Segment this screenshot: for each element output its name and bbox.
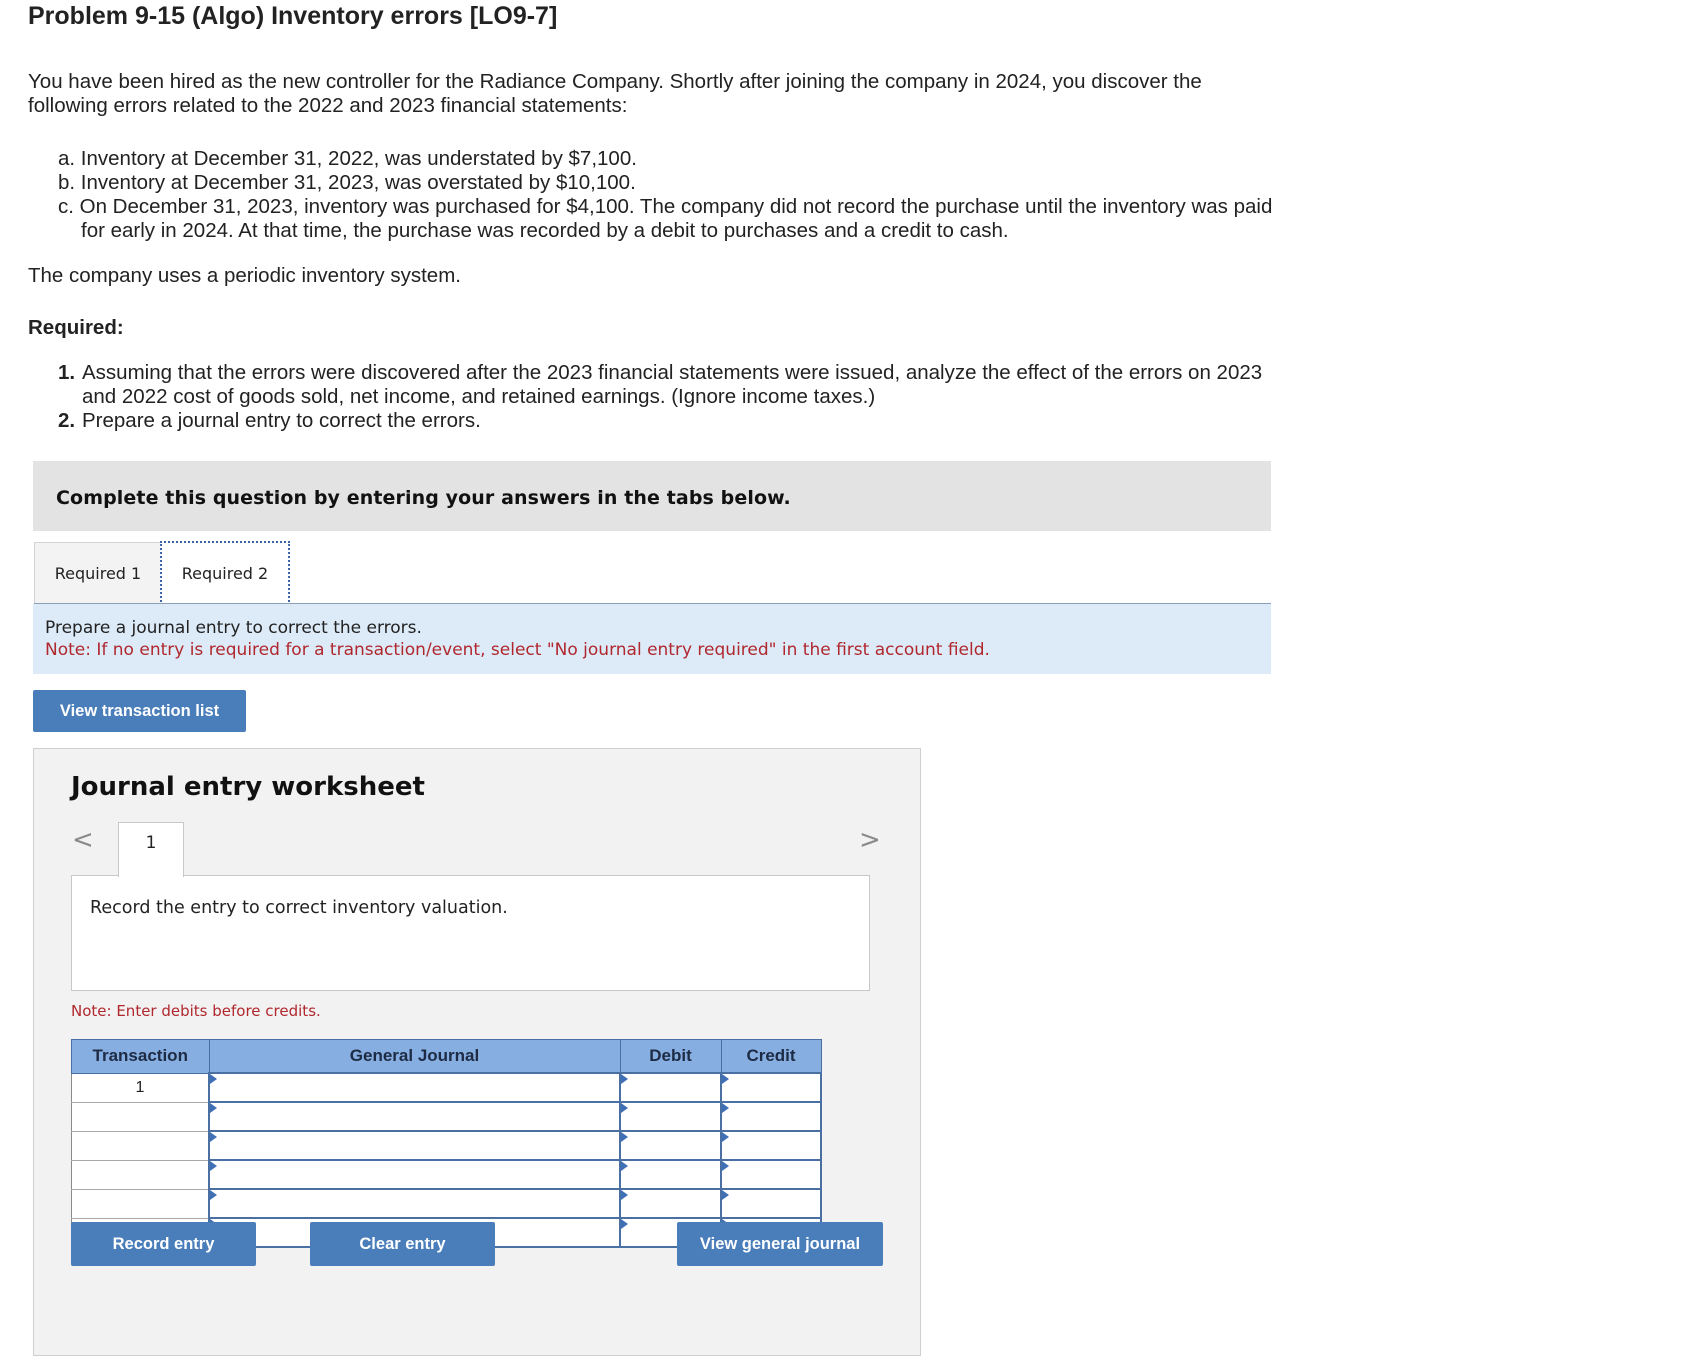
problem-title: Problem 9-15 (Algo) Inventory errors [LO9-7]: [28, 2, 558, 30]
requirements-list: [58, 361, 1298, 433]
credit-input[interactable]: [722, 1190, 820, 1217]
debit-cell: [620, 1131, 721, 1160]
instruction-banner: [33, 461, 1271, 531]
debit-input[interactable]: [621, 1103, 720, 1130]
transaction-cell: [72, 1189, 210, 1218]
debit-cell: [620, 1160, 721, 1189]
debit-input[interactable]: [621, 1161, 720, 1188]
journal-header-row: [72, 1040, 822, 1074]
tab-instructions: [33, 604, 1271, 674]
credit-input[interactable]: [722, 1132, 820, 1159]
col-header-general-journal: General Journal: [209, 1040, 620, 1074]
account-input[interactable]: [210, 1074, 619, 1101]
requirement-item: [58, 361, 1298, 409]
requirement-number: 1.: [58, 361, 76, 384]
entry-description-box: [71, 875, 870, 991]
requirement-text: Prepare a journal entry to correct the errors.: [82, 409, 481, 432]
requirement-text: Assuming that the errors were discovered after the 2023 financial statements were issued, analyze the effect of the errors on 2023 and 2022 cost of goods sold, net income, and retained earnings. (Ignore income taxes.): [82, 361, 1263, 408]
col-header-transaction: Transaction: [72, 1040, 210, 1074]
entry-description: Record the entry to correct inventory valuation.: [90, 898, 508, 918]
requirement-number: 2.: [58, 409, 76, 432]
debits-note: Note: Enter debits before credits.: [71, 1002, 321, 1020]
required-heading: Required:: [28, 316, 124, 339]
transaction-cell: 1: [72, 1073, 210, 1102]
account-input[interactable]: [210, 1132, 619, 1159]
table-row: [72, 1189, 822, 1218]
record-entry-button[interactable]: Record entry: [71, 1222, 256, 1266]
debit-input[interactable]: [621, 1132, 720, 1159]
view-transaction-list-button[interactable]: View transaction list: [33, 690, 246, 732]
account-cell: [209, 1189, 620, 1218]
system-note: The company uses a periodic inventory system.: [28, 264, 461, 287]
clear-entry-button[interactable]: Clear entry: [310, 1222, 495, 1266]
account-input[interactable]: [210, 1161, 619, 1188]
view-general-journal-button[interactable]: View general journal: [677, 1222, 883, 1266]
table-row: [72, 1073, 822, 1102]
credit-cell: [721, 1102, 821, 1131]
col-header-debit: Debit: [620, 1040, 721, 1074]
banner-text: Complete this question by entering your answers in the tabs below.: [56, 487, 791, 509]
error-item-c: c. On December 31, 2023, inventory was purchased for $4,100. The company did not record the purchase until the inventory was paid for early in 2024. At that time, the purchase was recorded by a debit to purchases and a credit to cash.: [58, 195, 1273, 242]
account-cell: [209, 1073, 620, 1102]
tab-required-2[interactable]: Required 2: [160, 541, 290, 605]
transaction-cell: [72, 1160, 210, 1189]
journal-table: [71, 1039, 822, 1248]
table-row: [72, 1131, 822, 1160]
account-input[interactable]: [210, 1190, 619, 1217]
credit-input[interactable]: [722, 1103, 820, 1130]
account-input[interactable]: [210, 1103, 619, 1130]
col-header-credit: Credit: [721, 1040, 821, 1074]
credit-input[interactable]: [722, 1161, 820, 1188]
table-row: [72, 1160, 822, 1189]
debit-cell: [620, 1102, 721, 1131]
account-cell: [209, 1160, 620, 1189]
credit-cell: [721, 1073, 821, 1102]
chevron-left-icon[interactable]: <: [72, 825, 94, 855]
transaction-cell: [72, 1102, 210, 1131]
transaction-cell: [72, 1131, 210, 1160]
debit-input[interactable]: [621, 1190, 720, 1217]
entry-tab-1[interactable]: 1: [118, 822, 184, 877]
requirement-item: [58, 409, 1298, 433]
instruction-note: Note: If no entry is required for a transaction/event, select "No journal entry required" in the first account field.: [45, 640, 990, 660]
account-cell: [209, 1102, 620, 1131]
error-list: [58, 147, 1298, 243]
error-item-a: a. Inventory at December 31, 2022, was understated by $7,100.: [58, 147, 637, 170]
credit-cell: [721, 1160, 821, 1189]
credit-cell: [721, 1131, 821, 1160]
debit-input[interactable]: [621, 1074, 720, 1101]
worksheet-title: Journal entry worksheet: [71, 772, 425, 802]
account-cell: [209, 1131, 620, 1160]
error-item-b: b. Inventory at December 31, 2023, was overstated by $10,100.: [58, 171, 636, 194]
problem-intro: You have been hired as the new controller for the Radiance Company. Shortly after joining the company in 2024, you discover the following errors related to the 2022 and 2023 financial statements:: [28, 70, 1202, 117]
table-row: [72, 1102, 822, 1131]
credit-input[interactable]: [722, 1074, 820, 1101]
tab-required-1[interactable]: Required 1: [34, 542, 162, 603]
chevron-right-icon[interactable]: >: [859, 825, 881, 855]
debit-cell: [620, 1189, 721, 1218]
debit-cell: [620, 1073, 721, 1102]
instruction-text: Prepare a journal entry to correct the errors.: [45, 618, 422, 638]
credit-cell: [721, 1189, 821, 1218]
